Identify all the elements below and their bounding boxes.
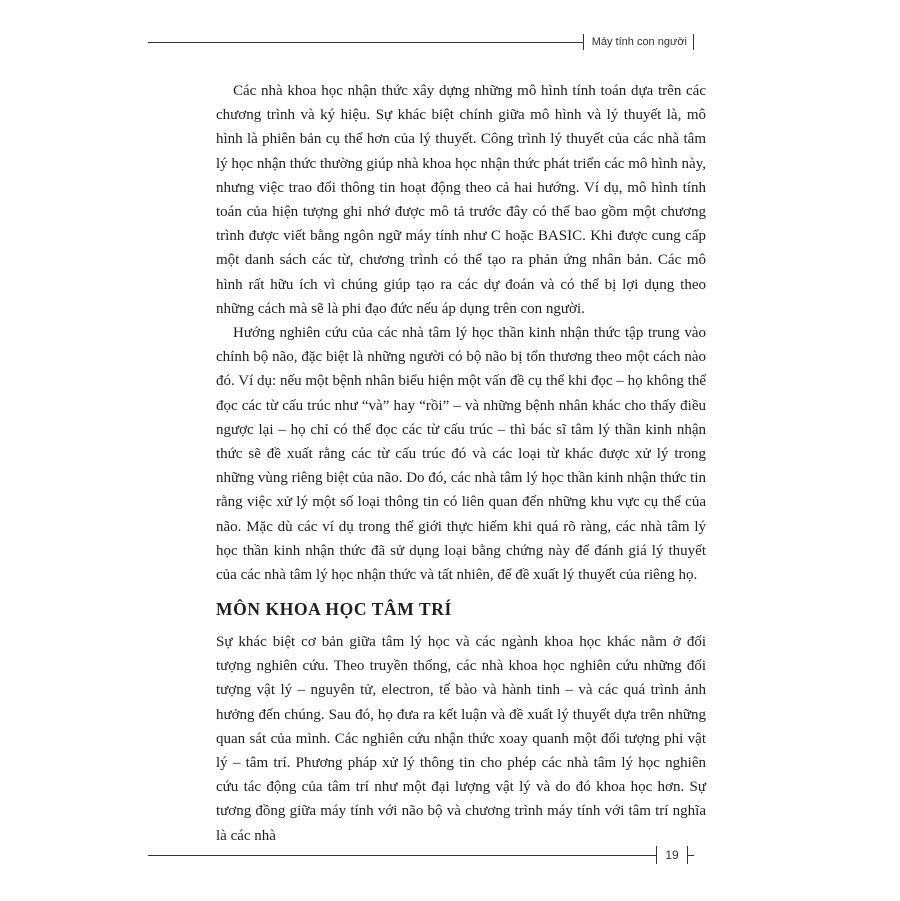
paragraph: Sự khác biệt cơ bản giữa tâm lý học và các ngành khoa học khác nằm ở đối tượng nghiên cứu. Theo truyền thống, các nhà khoa học nghiên cứu những đối tượng vật lý – nguyên tử, electron, tế bào và hành tinh – và các quá trình ảnh hưởng đến chúng. Sau đó, họ đưa ra kết luận và đề xuất lý thuyết dựa trên những quan sát của mình. Các nghiên cứu nhận thức xoay quanh một đối tượng phi vật lý – tâm trí. Phương pháp xử lý thông tin cho phép các nhà tâm lý học nghiên cứu tác động của tâm trí như một đại lượng vật lý và do đó khoa học hơn. Sự tương đồng giữa máy tính với não bộ và chương trình máy tính với tâm trí nghĩa là các nhà	[216, 634, 706, 844]
section-heading: MÔN KHOA HỌC TÂM TRÍ	[216, 599, 452, 619]
paragraph: Hướng nghiên cứu của các nhà tâm lý học thần kinh nhận thức tập trung vào chính bộ não, đặc biệt là những người có bộ não bị tổn thương theo một cách nào đó. Ví dụ: nếu một bệnh nhân biểu hiện một vấn đề cụ thể khi đọc – họ không thể đọc các từ cấu trúc như “và” hay “rồi” – và những bệnh nhân khác cho thấy điều ngược lại – họ chỉ có thể đọc các từ cấu trúc – thì bác sĩ tâm lý thần kinh nhận thức sẽ đề xuất rằng các từ cấu trúc đó và các loại từ khác được xử lý trong những vùng riêng biệt của não. Do đó, các nhà tâm lý học thần kinh nhận thức tin rằng việc xử lý một số loại thông tin có liên quan đến những khu vực cụ thể của não. Mặc dù các ví dụ trong thế giới thực hiếm khi quá rõ ràng, các nhà tâm lý học thần kinh nhận thức đã sử dụng loại bằng chứng này để đánh giá lý thuyết của các nhà tâm lý học nhận thức và tất nhiên, để đề xuất lý thuyết của riêng họ.	[216, 325, 706, 584]
section-body-text	[216, 630, 706, 848]
paragraph: Các nhà khoa học nhận thức xây dựng những mô hình tính toán dựa trên các chương trình và ký hiệu. Sự khác biệt chính giữa mô hình và lý thuyết là, mô hình là phiên bản cụ thể hơn của lý thuyết. Công trình lý thuyết của các nhà tâm lý học nhận thức thường giúp nhà khoa học nhận thức phát triển các mô hình này, nhưng việc trao đổi thông tin hoạt động theo cả hai hướng. Ví dụ, mô hình tính toán của hiện tượng ghi nhớ được mô tả trước đây có thể bao gồm một chương trình được viết bằng ngôn ngữ máy tính như C hoặc BASIC. Khi được cung cấp một danh sách các từ, chương trình có thể tạo ra phản ứng nhân bản. Các mô hình rất hữu ích vì chúng giúp tạo ra các dự đoán và có thể bị lợi dụng theo những cách mà sẽ là phi đạo đức nếu áp dụng trên con người.	[216, 83, 706, 317]
footer-rule	[148, 855, 694, 856]
page-number: 19	[656, 846, 688, 864]
running-title: Máy tính con người	[583, 34, 694, 50]
body-text	[216, 79, 706, 587]
